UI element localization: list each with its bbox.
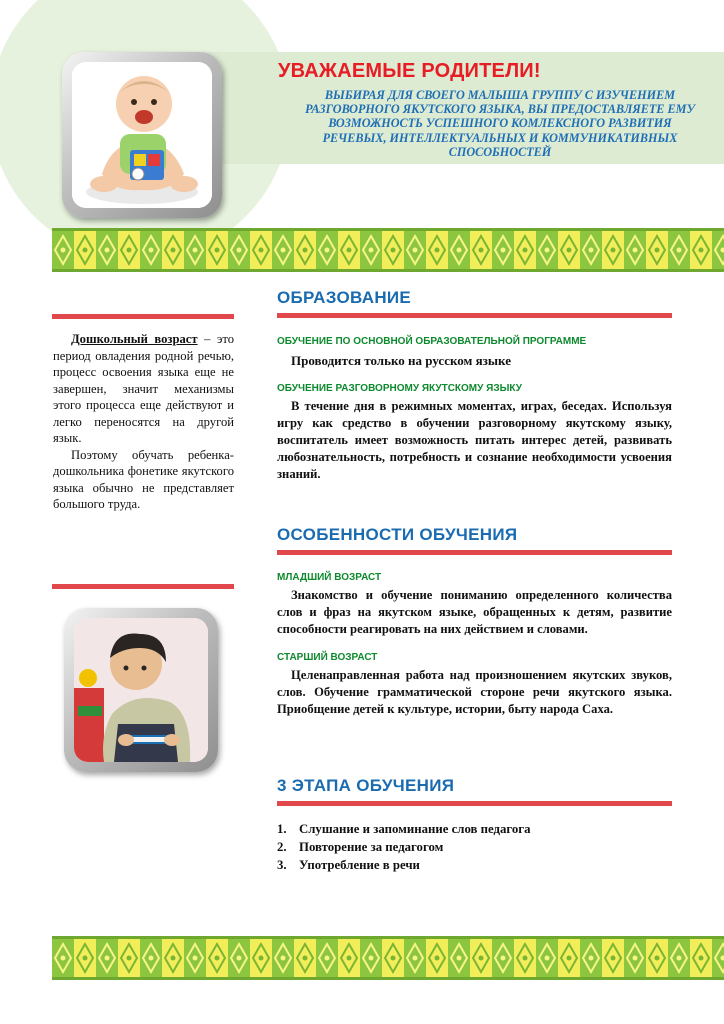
- top-ornament-band: [52, 228, 724, 272]
- education-rule: [277, 313, 672, 318]
- stage-item: [277, 838, 531, 856]
- education-subhead-1: ОБУЧЕНИЕ ПО ОСНОВНОЙ ОБРАЗОВАТЕЛЬНОЙ ПРОГРАММЕ: [277, 336, 587, 347]
- baby-illustration: [72, 62, 212, 208]
- sidebar-paragraph-1: [53, 331, 234, 447]
- features-text-senior: Целенаправленная работа над произношением якутских звуков, слов. Обучение грамматической стороне речи якутского языка. Приобщение детей к культуре, истории, быту народа Саха.: [277, 668, 672, 716]
- stages-list: [277, 820, 531, 874]
- stage-item: [277, 856, 531, 874]
- stage-item: [277, 820, 531, 838]
- stage-text: Слушание и запоминание слов педагога: [299, 822, 531, 836]
- education-subhead-2: ОБУЧЕНИЕ РАЗГОВОРНОМУ ЯКУТСКОМУ ЯЗЫКУ: [277, 383, 522, 394]
- section-title-stages: 3 ЭТАПА ОБУЧЕНИЯ: [277, 776, 455, 795]
- sidebar-paragraph-2: Поэтому обучать ребенка-дошкольника фонетике якутского языка обычно не представляет большого труда.: [53, 447, 234, 511]
- section-title-education: ОБРАЗОВАНИЕ: [277, 288, 412, 307]
- header-subtitle: ВЫБИРАЯ ДЛЯ СВОЕГО МАЛЫША ГРУППУ С ИЗУЧЕНИЕМ РАЗГОВОРНОГО ЯКУТСКОГО ЯЗЫКА, ВЫ ПРЕДОСТАВЛЯЕТЕ ЕМУ ВОЗМОЖНОСТЬ УСПЕШНОГО КОМЛЕКСНОГО РАЗВИТИЯ РЕЧЕВЫХ, ИНТЕЛЛЕКТУАЛЬНЫХ И КОММУНИКАТИВНЫХ СПОСОБНОСТЕЙ: [305, 88, 695, 159]
- stages-rule: [277, 801, 672, 806]
- stage-number: 3.: [277, 858, 287, 872]
- sidebar-bottom-rule: [52, 584, 234, 589]
- section-title-features: ОСОБЕННОСТИ ОБУЧЕНИЯ: [277, 525, 518, 544]
- education-text-1: Проводится только на русском языке: [291, 353, 511, 368]
- features-subhead-senior: СТАРШИЙ ВОЗРАСТ: [277, 652, 378, 663]
- child-photo: [74, 618, 208, 762]
- main-title: УВАЖАЕМЫЕ РОДИТЕЛИ!: [278, 60, 541, 82]
- child-photo-frame: [64, 608, 218, 772]
- sidebar-top-rule: [52, 314, 234, 319]
- features-rule: [277, 550, 672, 555]
- child-illustration: [74, 618, 208, 762]
- features-text-junior: Знакомство и обучение пониманию определенного количества слов и фраз на якутском языке, обращенных к детям, развитие способности реагировать на них действием и словами.: [277, 588, 672, 636]
- sidebar-paragraph-1-text: – это период овладения родной речью, процесс освоения языка еще не завершен, значит механизмы этого процесса еще действуют и легко переносятся на другой язык.: [53, 332, 234, 445]
- bottom-ornament-band: [52, 936, 724, 980]
- stage-text: Употребление в речи: [299, 858, 420, 872]
- stage-number: 1.: [277, 822, 287, 836]
- sidebar-term: Дошкольный возраст: [71, 332, 198, 346]
- baby-photo-frame: [62, 52, 222, 218]
- education-text-2: В течение дня в режимных моментах, играх, беседах. Используя игру как средство в обучении разговорному якутскому языку, воспитатель имеет возможность питать интерес детей, развивать любознательность, потребность и сознание необходимости усвоения знаний.: [277, 399, 672, 481]
- stage-number: 2.: [277, 840, 287, 854]
- features-subhead-junior: МЛАДШИЙ ВОЗРАСТ: [277, 572, 382, 583]
- baby-photo: [72, 62, 212, 208]
- stage-text: Повторение за педагогом: [299, 840, 444, 854]
- sidebar-text: [53, 331, 234, 513]
